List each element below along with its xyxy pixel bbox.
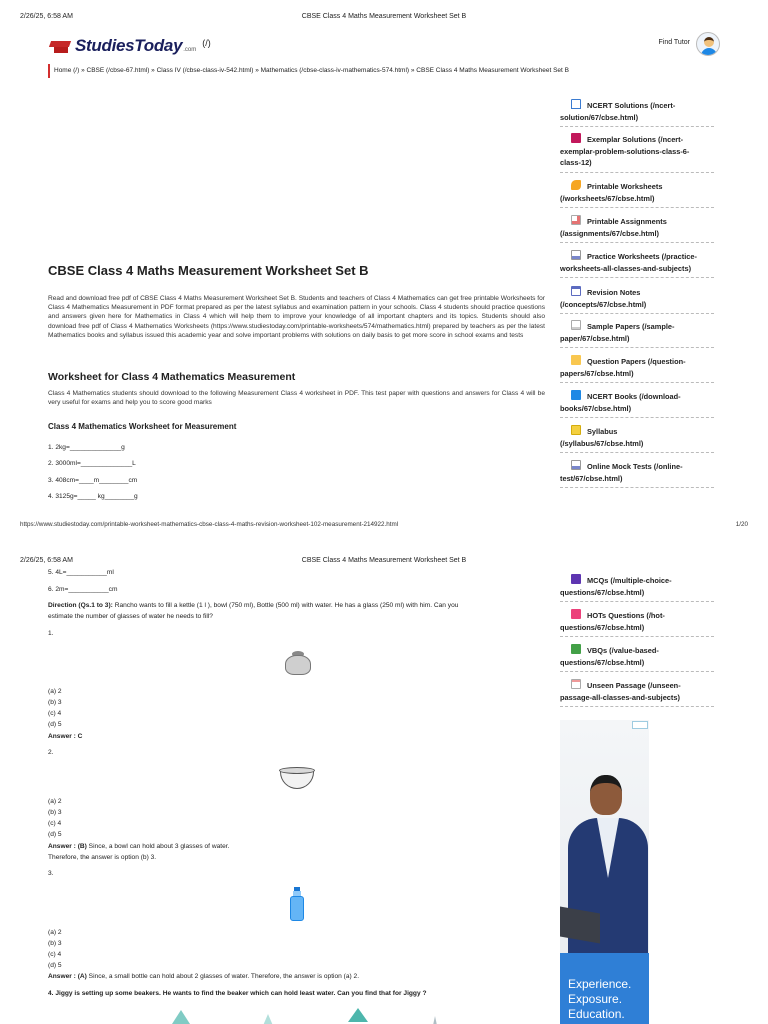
page-title: CBSE Class 4 Maths Measurement Worksheet Set B xyxy=(48,263,369,278)
memo-pencil-icon xyxy=(571,215,581,225)
sidebar-item-syllabus[interactable]: Syllabus (/syllabus/67/cbse.html) xyxy=(560,425,714,453)
calendar-icon xyxy=(571,286,581,296)
option: (b) 3 xyxy=(48,699,62,706)
worksheet-heading: Class 4 Mathematics Worksheet for Measurement xyxy=(48,422,237,431)
intro-paragraph: Read and download free pdf of CBSE Class 4 Maths Measurement Worksheet Set B. Students and teachers of Class 4 Mathematics can get free printable Worksheets for Class 4 Mathematics Measurement in PDF format prepared as per the latest syllabus and examination pattern in your schools. Class 4 students should practice questions and answers given here for Mathematics in Class 4 which will help them to improve your knowledge of all important chapters and its topics. Students should also download free pdf of Class 4 Mathematics Worksheets (https://www.studiestoday.com/printable-worksheets/574/mathematics.html) prepared by teachers as per the latest Mathematics books and syllabus issued this academic year and solve important problems with solutions on daily basis to get more score in school exams and tests xyxy=(48,295,545,339)
purple-book-icon xyxy=(571,574,581,584)
water-bottle-image xyxy=(290,887,304,921)
print-date: 2/26/25, 6:58 AM xyxy=(20,13,73,20)
breadcrumb[interactable]: Home (/) » CBSE (/cbse-67.html) » Class IV (/cbse-class-iv-542.html) » Mathematics (/cbse-class-iv-mathematics-574.html) » CBSE Class 4 Maths Measurement Worksheet Set B xyxy=(48,64,569,78)
page-number: 1/20 xyxy=(735,521,748,528)
find-tutor-link[interactable]: Find Tutor xyxy=(658,39,690,46)
worksheet-item: 5. 4L=___________ml xyxy=(48,569,114,576)
logo-text: StudiesToday xyxy=(75,36,183,55)
section-heading: Worksheet for Class 4 Mathematics Measurement xyxy=(48,371,296,383)
beaker-icon xyxy=(348,1008,368,1022)
option: (a) 2 xyxy=(48,688,62,695)
sidebar-item-printable-assignments[interactable]: Printable Assignments (/assignments/67/cbse.html) xyxy=(560,215,714,243)
ad-text-line: Experience. xyxy=(568,977,632,991)
bowl-image xyxy=(279,767,315,791)
direction-line: Direction (Qs.1 to 3): Rancho wants to fill a kettle (1 l ), bowl (750 ml), Bottle (500 ml) with water. He has a glass (250 ml) with him. Can you xyxy=(48,602,459,609)
star-icon xyxy=(571,609,581,619)
option: (b) 3 xyxy=(48,940,62,947)
option: (c) 4 xyxy=(48,951,62,958)
question-number: 3. xyxy=(48,870,54,877)
worksheet-item: 6. 2m=___________cm xyxy=(48,586,118,593)
red-book-icon xyxy=(571,133,581,143)
sidebar-item-mcqs[interactable]: MCQs (/multiple-choice- questions/67/cbse.html) xyxy=(560,574,714,602)
print-title: CBSE Class 4 Maths Measurement Worksheet Set B xyxy=(301,13,467,20)
sidebar-item-ncert-books[interactable]: NCERT Books (/download- books/67/cbse.html) xyxy=(560,390,714,418)
graduation-cap-icon xyxy=(50,37,72,55)
option: (c) 4 xyxy=(48,710,62,717)
memo-icon xyxy=(571,320,581,330)
question-number: 1. xyxy=(48,630,54,637)
logo-com: .com xyxy=(183,47,197,53)
worksheet-item: 1. 2kg=______________g xyxy=(48,444,125,451)
sidebar-item-ncert-solutions[interactable]: NCERT Solutions (/ncert- solution/67/cbse.html) xyxy=(560,99,714,127)
print-title: CBSE Class 4 Maths Measurement Worksheet Set B xyxy=(301,557,467,564)
worksheet-item: 4. 3125g=_____ kg________g xyxy=(48,493,138,500)
print-header xyxy=(20,13,748,23)
user-avatar-icon[interactable] xyxy=(696,32,720,56)
option: (d) 5 xyxy=(48,831,62,838)
writing-hand-icon xyxy=(571,180,581,190)
option: (a) 2 xyxy=(48,929,62,936)
sidebar-item-vbqs[interactable]: VBQs (/value-based- questions/67/cbse.html) xyxy=(560,644,714,672)
notepad-icon xyxy=(571,425,581,435)
footer-url: https://www.studiestoday.com/printable-worksheet-mathematics-cbse-class-4-maths-revision-worksheet-102-measurement-214922.html xyxy=(20,521,399,528)
sidebar-item-printable-worksheets[interactable]: Printable Worksheets (/worksheets/67/cbse.html) xyxy=(560,180,714,208)
beaker-icon xyxy=(262,1014,274,1024)
chart-icon xyxy=(571,460,581,470)
beaker-icon xyxy=(172,1010,190,1024)
answer: Answer : (A) Since, a small bottle can hold about 2 glasses of water. Therefore, the answer is option (a) 2. xyxy=(48,973,360,980)
option: (d) 5 xyxy=(48,962,62,969)
page-separator xyxy=(0,540,768,548)
sidebar-item-sample-papers[interactable]: Sample Papers (/sample- paper/67/cbse.html) xyxy=(560,320,714,348)
sidebar-item-hots-questions[interactable]: HOTs Questions (/hot- questions/67/cbse.html) xyxy=(560,609,714,637)
sidebar-item-question-papers[interactable]: Question Papers (/question- papers/67/cbse.html) xyxy=(560,355,714,383)
option: (b) 3 xyxy=(48,809,62,816)
laptop-image xyxy=(560,906,600,943)
question-number: 2. xyxy=(48,749,54,756)
print-header-2 xyxy=(20,557,748,567)
site-logo[interactable] xyxy=(50,33,211,59)
ad-text-line: Education. xyxy=(568,1007,625,1021)
question-4: 4. Jiggy is setting up some beakers. He wants to find the beaker which can hold least water. Can you find that for Jiggy ? xyxy=(48,990,427,997)
answer: Answer : C xyxy=(48,733,83,740)
sidebar-item-exemplar-solutions[interactable]: Exemplar Solutions (/ncert- exemplar-problem-solutions-class-6- class-12) xyxy=(560,133,714,173)
answer: Answer : (B) Since, a bowl can hold about 3 glasses of water. xyxy=(48,843,230,850)
advertisement-banner[interactable] xyxy=(560,720,649,1024)
sidebar-item-online-mock-tests[interactable]: Online Mock Tests (/online- test/67/cbse.html) xyxy=(560,460,714,488)
option: (c) 4 xyxy=(48,820,62,827)
worksheet-item: 2. 3000ml=______________L xyxy=(48,460,136,467)
beaker-icon xyxy=(432,1016,438,1024)
chart-icon xyxy=(571,250,581,260)
sidebar-item-unseen-passage[interactable]: Unseen Passage (/unseen- passage-all-classes-and-subjects) xyxy=(560,679,714,707)
answer-line-2: Therefore, the answer is option (b) 3. xyxy=(48,854,157,861)
option: (d) 5 xyxy=(48,721,62,728)
folder-icon xyxy=(571,355,581,365)
direction-line-2: estimate the number of glasses of water he needs to fill? xyxy=(48,613,213,620)
section-paragraph: Class 4 Mathematics students should download to the following Measurement Class 4 worksheet in PDF. This test paper with questions and answers for Class 4 will be very useful for exams and help you to score good marks xyxy=(48,390,545,407)
green-book-icon xyxy=(571,644,581,654)
print-date: 2/26/25, 6:58 AM xyxy=(20,557,73,564)
book-icon xyxy=(571,99,581,109)
sidebar-item-revision-notes[interactable]: Revision Notes (/concepts/67/cbse.html) xyxy=(560,286,714,314)
ad-text-line: Exposure. xyxy=(568,992,623,1006)
blue-book-icon xyxy=(571,390,581,400)
sidebar-item-practice-worksheets[interactable]: Practice Worksheets (/practice- worksheets-all-classes-and-subjects) xyxy=(560,250,714,278)
ad-choices-icon[interactable] xyxy=(632,721,648,729)
worksheet-item: 3. 408cm=____m________cm xyxy=(48,477,138,484)
kettle-image xyxy=(281,649,315,677)
logo-link[interactable]: (/) xyxy=(202,38,211,48)
page-icon xyxy=(571,679,581,689)
print-footer xyxy=(20,521,748,528)
option: (a) 2 xyxy=(48,798,62,805)
